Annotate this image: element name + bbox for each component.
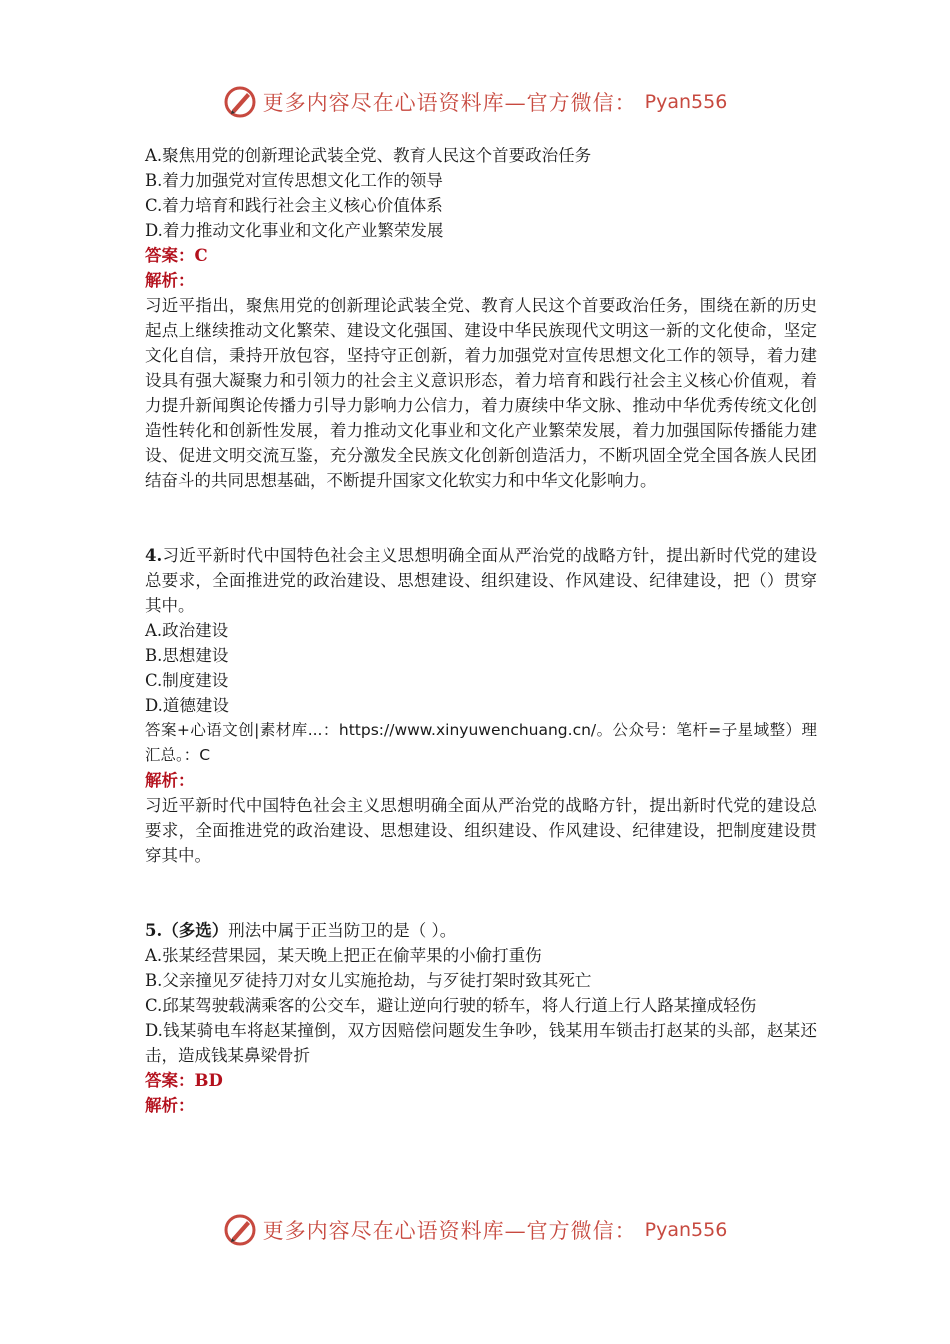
q3-option-d: D.着力推动文化事业和文化产业繁荣发展 [145, 221, 444, 240]
pen-logo-icon [223, 1213, 257, 1247]
q5-stem-text: 刑法中属于正当防卫的是（ ）。 [228, 921, 457, 940]
footer-banner [0, 1210, 950, 1250]
banner-title: 更多内容尽在心语资料库—官方微信： [262, 91, 637, 115]
q3-answer [145, 243, 817, 268]
banner-wechat-id: Pyan556 [644, 91, 728, 113]
q5-option-a: A.张某经营果园，某天晚上把正在偷苹果的小偷打重伤 [145, 946, 542, 965]
q4-stem-text: 习近平新时代中国特色社会主义思想明确全面从严治党的战略方针，提出新时代党的建设总要求，全面推进党的政治建设、思想建设、组织建设、作风建设、纪律建设，把（）贯穿其中。 [145, 546, 817, 615]
q5-tag: （多选） [162, 921, 229, 940]
q4-number: 4. [145, 546, 163, 565]
q4-analysis: 习近平新时代中国特色社会主义思想明确全面从严治党的战略方针，提出新时代党的建设总要求，全面推进党的政治建设、思想建设、组织建设、作风建设、纪律建设，把制度建设贯穿其中。 [145, 796, 817, 865]
q4-answer-line: 答案+心语文创|素材库...：https://www.xinyuwenchuang.cn/。公众号：笔杆=子星域整）理汇总。：C [145, 721, 817, 764]
q5-answer [145, 1068, 817, 1093]
q4-option-d: D.道德建设 [145, 696, 229, 715]
q3-option-a: A.聚焦用党的创新理论武装全党、教育人民这个首要政治任务 [145, 146, 592, 165]
banner-wechat-id: Pyan556 [644, 1219, 728, 1241]
q3-option-c: C.着力培育和践行社会主义核心价值体系 [145, 196, 443, 215]
pen-logo-icon [223, 85, 257, 119]
q4-stem [145, 543, 817, 618]
q5-option-b: B.父亲撞见歹徒持刀对女儿实施抢劫，与歹徒打架时致其死亡 [145, 971, 592, 990]
q4-analysis-label: 解析： [145, 771, 195, 790]
banner-title: 更多内容尽在心语资料库—官方微信： [262, 1219, 637, 1243]
q4-option-a: A.政治建设 [145, 621, 229, 640]
answer-value: BD [194, 1071, 223, 1090]
answer-label: 答案： [145, 1071, 195, 1090]
document-body [145, 143, 817, 1118]
q5-stem [145, 918, 817, 943]
header-banner [0, 82, 950, 122]
q4-option-c: C.制度建设 [145, 671, 229, 690]
q3-analysis: 习近平指出，聚焦用党的创新理论武装全党、教育人民这个首要政治任务，围绕在新的历史起点上继续推动文化繁荣、建设文化强国、建设中华民族现代文明这一新的文化使命，坚定文化自信，秉持开放包容，坚持守正创新，着力加强党对宣传思想文化工作的领导，着力建设具有强大凝聚力和引领力的社会主义意识形态，着力培育和践行社会主义核心价值观，着力提升新闻舆论传播力引导力影响力公信力，着力赓续中华文脉、推动中华优秀传统文化创造性转化和创新性发展，着力推动文化事业和文化产业繁荣发展，着力加强国际传播能力建设、促进文明交流互鉴，充分激发全民族文化创新创造活力，不断巩固全党全国各族人民团结奋斗的共同思想基础，不断提升国家文化软实力和中华文化影响力。 [145, 296, 817, 490]
q4-option-b: B.思想建设 [145, 646, 229, 665]
q5-number: 5. [145, 921, 163, 940]
q3-option-b: B.着力加强党对宣传思想文化工作的领导 [145, 171, 443, 190]
q5-option-c: C.邱某驾驶载满乘客的公交车，避让逆向行驶的轿车，将人行道上行人路某撞成轻伤 [145, 996, 757, 1015]
answer-value: C [194, 246, 208, 265]
answer-label: 答案： [145, 246, 195, 265]
q5-analysis-label: 解析： [145, 1096, 195, 1115]
q5-option-d: D.钱某骑电车将赵某撞倒，双方因赔偿问题发生争吵，钱某用车锁击打赵某的头部，赵某还击，造成钱某鼻梁骨折 [145, 1021, 817, 1065]
q3-analysis-label: 解析： [145, 271, 195, 290]
